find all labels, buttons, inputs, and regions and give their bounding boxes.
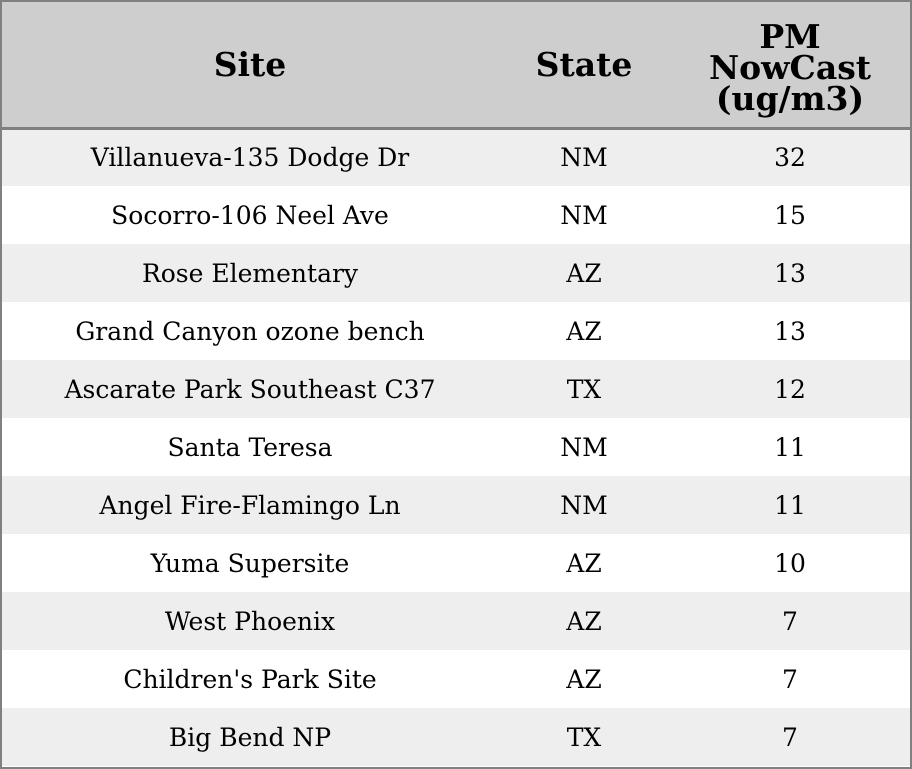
cell-state: AZ	[566, 258, 602, 288]
table-row	[2, 128, 910, 186]
cell-pm: 13	[774, 258, 806, 288]
cell-site: Socorro-106 Neel Ave	[111, 200, 389, 230]
cell-state: TX	[566, 722, 602, 752]
cell-site: Angel Fire-Flamingo Ln	[99, 490, 401, 520]
table-row	[2, 592, 910, 650]
cell-pm: 32	[774, 143, 806, 173]
cell-site: Children's Park Site	[123, 664, 377, 694]
header-row	[2, 2, 910, 128]
cell-pm: 7	[782, 606, 798, 636]
cell-site: Villanueva-135 Dodge Dr	[90, 143, 410, 173]
header-site: Site	[2, 2, 498, 128]
cell-pm: 7	[782, 664, 798, 694]
table-row	[2, 244, 910, 302]
header-pm-line1: PM	[759, 16, 821, 56]
cell-pm: 13	[774, 316, 806, 346]
cell-state: NM	[560, 143, 608, 173]
cell-pm: 11	[774, 432, 806, 462]
cell-site: Rose Elementary	[141, 258, 359, 288]
cell-site: Yuma Supersite	[150, 548, 350, 578]
cell-site: Ascarate Park Southeast C37	[64, 374, 436, 404]
table-row	[2, 650, 910, 708]
header-pm-nowcast	[670, 2, 910, 128]
cell-state: AZ	[566, 316, 602, 346]
cell-site: West Phoenix	[164, 606, 336, 636]
cell-pm: 11	[774, 490, 806, 520]
cell-state: AZ	[566, 606, 602, 636]
table-row	[2, 360, 910, 418]
cell-site: Santa Teresa	[167, 432, 333, 462]
header-pm-line3: (ug/m3)	[715, 78, 865, 118]
table-header	[2, 2, 910, 128]
cell-state: NM	[560, 490, 608, 520]
header-state: State	[498, 2, 670, 128]
cell-site: Grand Canyon ozone bench	[75, 316, 425, 346]
cell-pm: 10	[774, 548, 806, 578]
cell-state: NM	[560, 432, 608, 462]
cell-state: TX	[566, 374, 602, 404]
table-row	[2, 418, 910, 476]
table-row	[2, 534, 910, 592]
cell-state: AZ	[566, 664, 602, 694]
cell-site: Big Bend NP	[168, 722, 332, 752]
cell-pm: 15	[774, 200, 806, 230]
table-row	[2, 476, 910, 534]
pm-nowcast-table	[2, 2, 910, 766]
cell-pm: 12	[774, 374, 806, 404]
table-row	[2, 708, 910, 766]
cell-state: NM	[560, 200, 608, 230]
table-row	[2, 302, 910, 360]
cell-pm: 7	[782, 722, 798, 752]
header-pm-line2: NowCast	[708, 47, 872, 87]
table-row	[2, 186, 910, 244]
table-body	[2, 128, 910, 766]
cell-state: AZ	[566, 548, 602, 578]
